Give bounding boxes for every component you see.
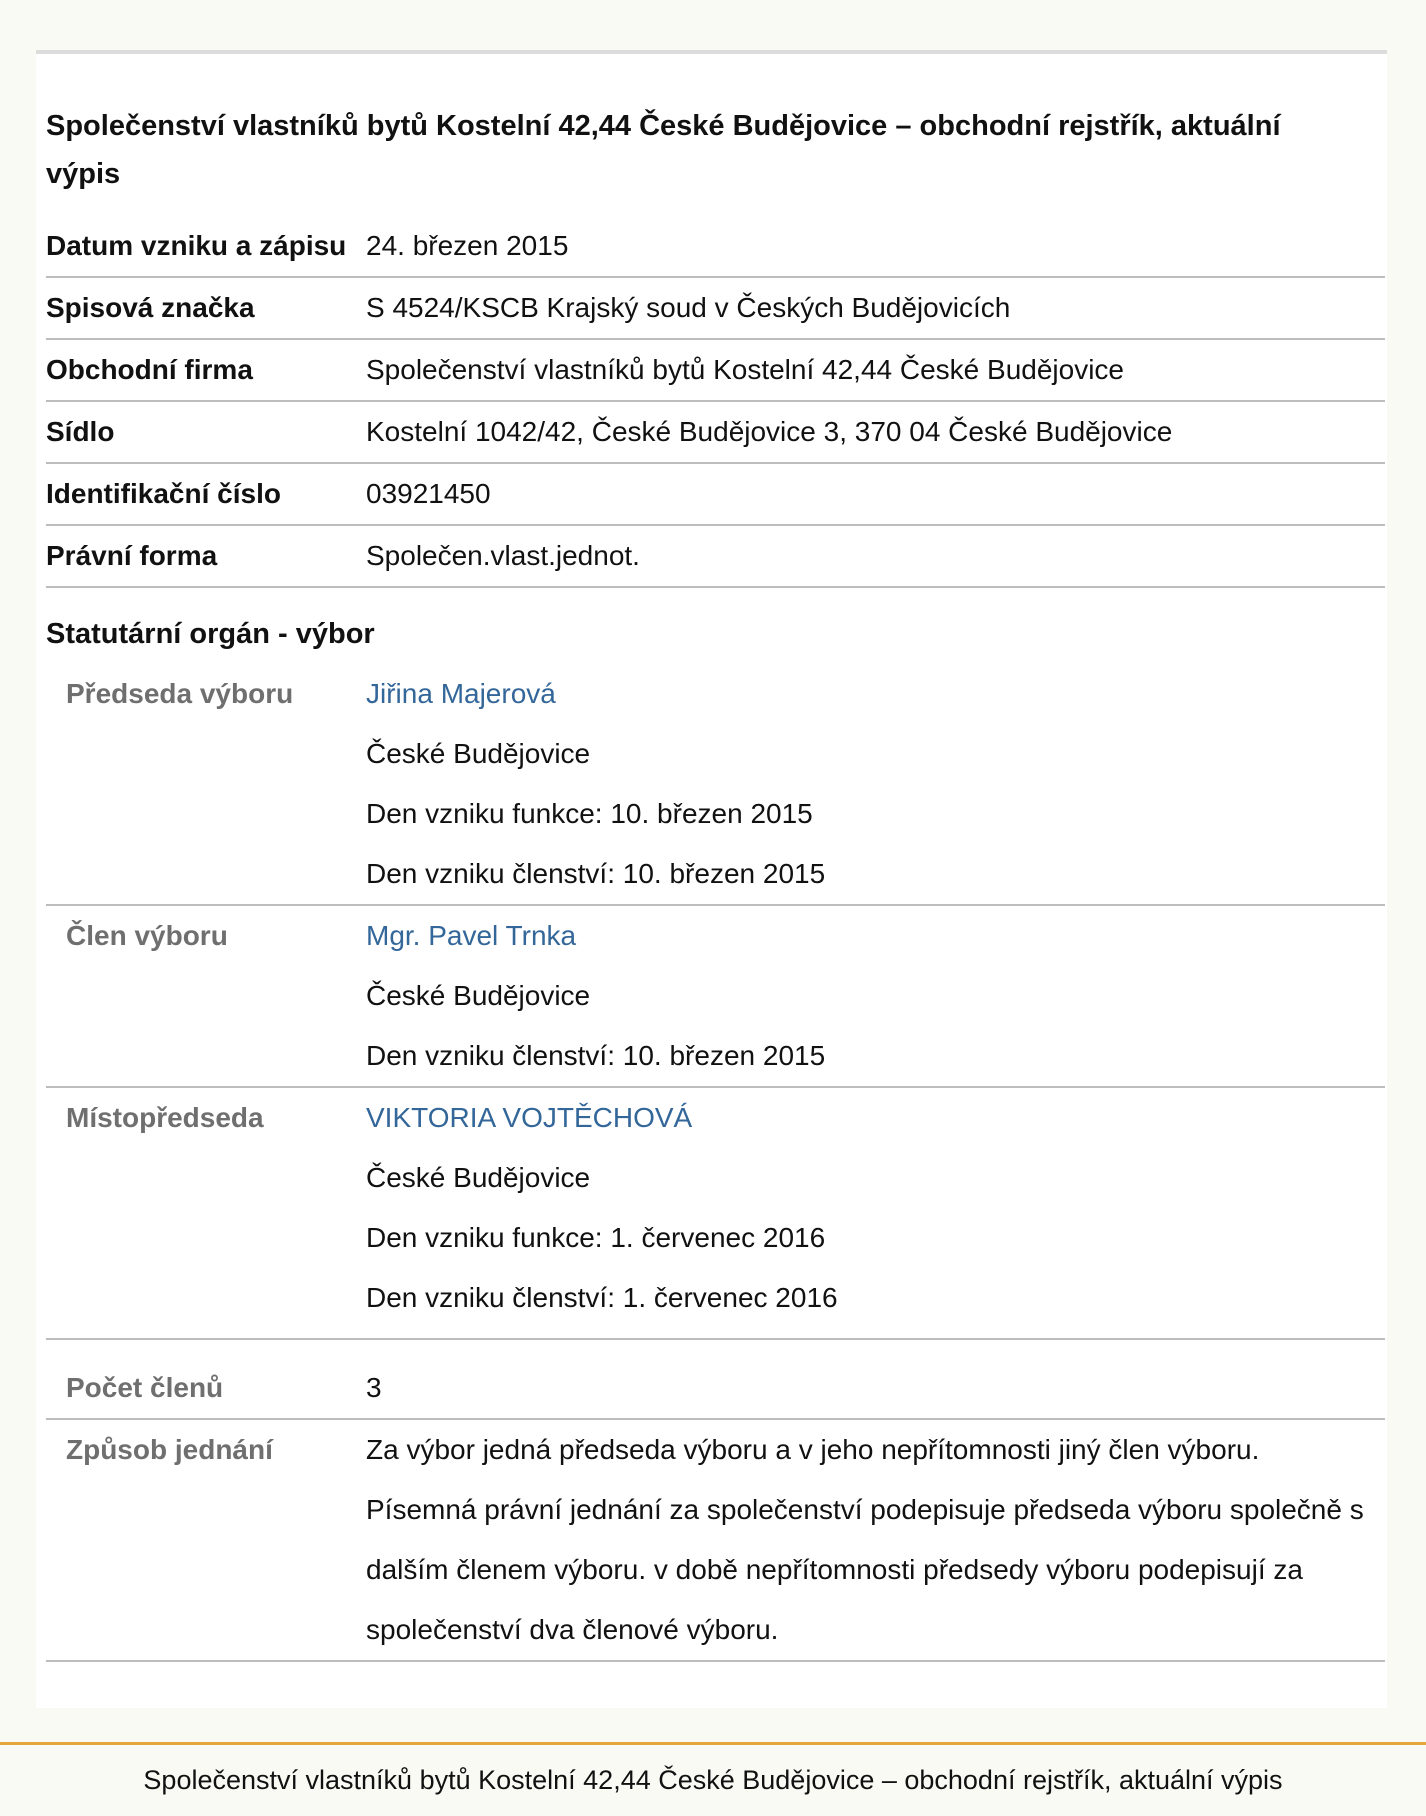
member-name-link[interactable]: Jiřina Majerová <box>366 678 556 709</box>
member-function-since: Den vzniku funkce: 1. červenec 2016 <box>366 1222 826 1253</box>
member-name-link[interactable]: VIKTORIA VOJTĚCHOVÁ <box>366 1102 693 1133</box>
member-count-label: Počet členů <box>66 1372 224 1403</box>
member-count-value: 3 <box>366 1372 382 1403</box>
detail-row-file-number <box>46 278 1385 340</box>
detail-value: Společen.vlast.jednot. <box>366 540 640 571</box>
manner-of-acting-row <box>46 1420 1385 1662</box>
detail-label: Datum vzniku a zápisu <box>46 230 347 261</box>
detail-row-seat <box>46 402 1385 464</box>
member-details <box>366 906 1385 1086</box>
detail-row-id-number <box>46 464 1385 526</box>
member-function-since: Den vzniku funkce: 10. březen 2015 <box>366 798 813 829</box>
member-role: Předseda výboru <box>66 678 294 709</box>
member-count-row <box>46 1340 1385 1420</box>
statutory-section-title: Statutární orgán - výbor <box>46 618 375 650</box>
detail-value: Kostelní 1042/42, České Budějovice 3, 370 04 České Budějovice <box>366 416 1173 447</box>
detail-value: 03921450 <box>366 478 491 509</box>
member-city: České Budějovice <box>366 980 591 1011</box>
member-row-member <box>46 906 1385 1088</box>
detail-label: Obchodní firma <box>46 354 253 385</box>
detail-label: Právní forma <box>46 540 218 571</box>
member-city: České Budějovice <box>366 738 591 769</box>
member-details <box>366 1088 1385 1338</box>
detail-row-founded <box>46 216 1385 278</box>
detail-label: Spisová značka <box>46 292 255 323</box>
manner-of-acting-label: Způsob jednání <box>66 1434 273 1465</box>
detail-value: S 4524/KSCB Krajský soud v Českých Budějovicích <box>366 292 1011 323</box>
member-membership-since: Den vzniku členství: 10. březen 2015 <box>366 858 826 889</box>
member-row-chairman <box>46 664 1385 906</box>
member-role: Člen výboru <box>66 920 228 951</box>
footer-text: Společenství vlastníků bytů Kostelní 42,44 České Budějovice – obchodní rejstřík, aktuální výpis <box>143 1765 1283 1795</box>
detail-value: 24. březen 2015 <box>366 230 569 261</box>
detail-value: Společenství vlastníků bytů Kostelní 42,44 České Budějovice <box>366 354 1124 385</box>
member-role: Místopředseda <box>66 1102 264 1133</box>
registry-card <box>36 50 1387 1708</box>
page-title: Společenství vlastníků bytů Kostelní 42,44 České Budějovice – obchodní rejstřík, aktuální výpis <box>46 110 1281 190</box>
member-row-vice-chairman <box>46 1088 1385 1340</box>
registry-content <box>46 54 1385 1662</box>
page-footer <box>0 1742 1426 1816</box>
manner-of-acting-value: Za výbor jedná předseda výboru a v jeho nepřítomnosti jiný člen výboru. Písemná právní jednání za společenství podepisuje předseda výboru společně s dalším členem výboru. v době nepřítomnosti předsedy výboru podepisují za společenství dva členové výboru. <box>366 1434 1364 1645</box>
member-membership-since: Den vzniku členství: 1. červenec 2016 <box>366 1282 838 1313</box>
member-details <box>366 664 1385 904</box>
detail-row-business-name <box>46 340 1385 402</box>
member-city: České Budějovice <box>366 1162 591 1193</box>
member-name-link[interactable]: Mgr. Pavel Trnka <box>366 920 577 951</box>
detail-label: Sídlo <box>46 416 115 447</box>
member-membership-since: Den vzniku členství: 10. březen 2015 <box>366 1040 826 1071</box>
detail-row-legal-form <box>46 526 1385 588</box>
detail-label: Identifikační číslo <box>46 478 281 509</box>
